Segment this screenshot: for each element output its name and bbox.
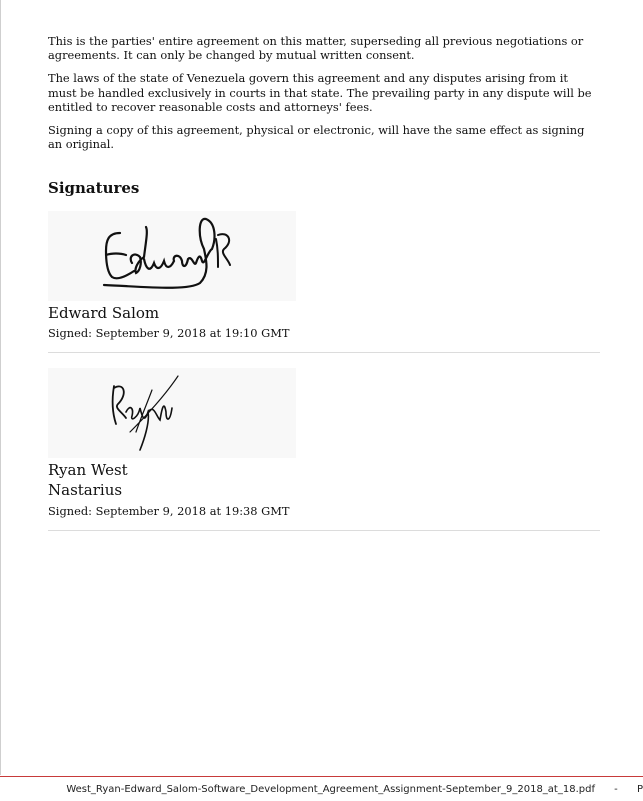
signer-company-ryan: Nastarius (48, 481, 123, 500)
signature-ryan-alt: RW (48, 358, 50, 360)
download-item[interactable] (66, 784, 643, 795)
download-filename[interactable]: West_Ryan-Edward_Salom-Software_Development_Agreement_Assignment-September_9_2018_at_18.pdf (66, 784, 595, 795)
signed-date-ryan: Signed: September 9, 2018 at 19:38 GMT (48, 504, 290, 519)
document-page (48, 34, 600, 546)
download-next-item[interactable]: P (636, 784, 643, 795)
paragraph-entire-agreement: This is the parties' entire agreement on this matter, superseding all previous negotiations or agreements. It can only be changed by mutual written consent. (48, 34, 584, 63)
page-edge (0, 0, 1, 775)
signature-edward-alt: Edward SR (48, 201, 54, 203)
signature-image-ryan (48, 358, 296, 458)
signature-block-ryan (48, 358, 600, 531)
signatures-heading: Signatures (48, 179, 140, 198)
signer-name-ryan: Ryan West (48, 461, 128, 480)
paragraph-signing-copy: Signing a copy of this agreement, physical or electronic, will have the same effect as signing an original. (48, 123, 585, 152)
download-separator: - (614, 784, 618, 795)
paragraph-governing-law: The laws of the state of Venezuela govern this agreement and any disputes arising from it must be handled exclusively in courts in that state. The prevailing party in any dispute will be entitled to recover reasonable costs and attorneys' fees. (48, 71, 592, 114)
signed-date-edward: Signed: September 9, 2018 at 19:10 GMT (48, 326, 290, 341)
signature-image-edward (48, 201, 296, 301)
download-bar (0, 776, 643, 801)
signature-block-edward (48, 201, 600, 353)
signer-name-edward: Edward Salom (48, 304, 160, 323)
